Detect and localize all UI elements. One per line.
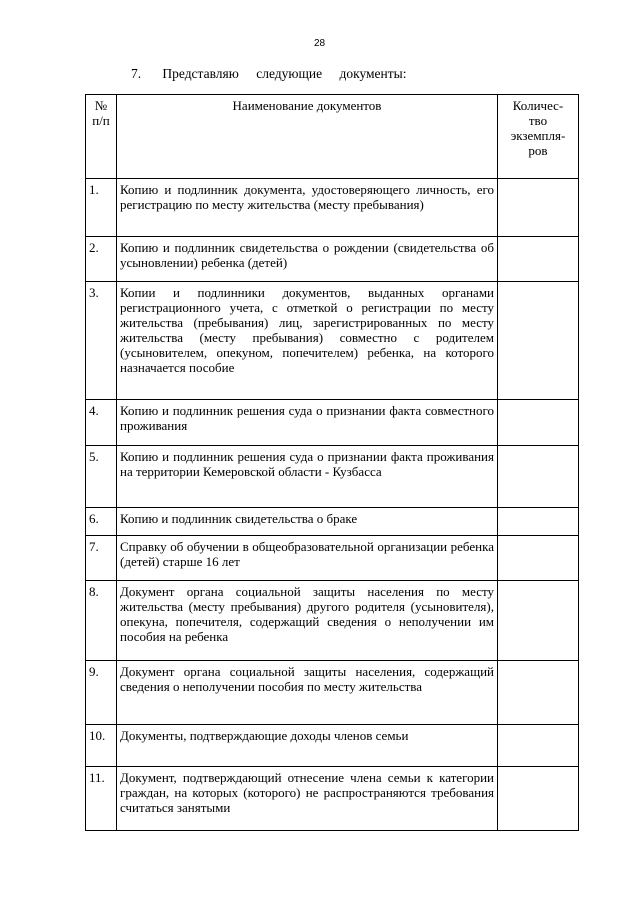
row-quantity-cell[interactable] bbox=[498, 508, 579, 536]
row-document-name: Справку об обучении в общеобразовательной организации ребенка (детей) старше 16 лет bbox=[117, 536, 498, 581]
row-quantity-cell[interactable] bbox=[498, 661, 579, 725]
header-number bbox=[86, 95, 117, 179]
row-number: 9. bbox=[86, 661, 117, 725]
intro-line bbox=[131, 66, 421, 82]
row-quantity-cell[interactable] bbox=[498, 282, 579, 400]
row-quantity-cell[interactable] bbox=[498, 581, 579, 661]
table-row bbox=[86, 508, 579, 536]
row-number: 8. bbox=[86, 581, 117, 661]
header-number-line: № bbox=[94, 98, 108, 113]
intro-number: 7. bbox=[131, 66, 142, 81]
row-document-name: Копию и подлинник свидетельства о рождении (свидетельства об усыновлении) ребенка (детей) bbox=[117, 237, 498, 282]
row-number: 4. bbox=[86, 400, 117, 446]
row-number: 10. bbox=[86, 725, 117, 767]
row-document-name: Документы, подтверждающие доходы членов семьи bbox=[117, 725, 498, 767]
header-quantity-line: Количес- bbox=[512, 98, 564, 113]
row-document-name: Копию и подлинник свидетельства о браке bbox=[117, 508, 498, 536]
row-document-name: Документ органа социальной защиты населения по месту жительства (месту пребывания) другого родителя (усыновителя), опекуна, попечителя, содержащий сведения о неполучении им пособия на ребенка bbox=[117, 581, 498, 661]
row-number: 1. bbox=[86, 179, 117, 237]
row-number: 11. bbox=[86, 767, 117, 831]
row-quantity-cell[interactable] bbox=[498, 179, 579, 237]
row-number: 3. bbox=[86, 282, 117, 400]
table-row bbox=[86, 446, 579, 508]
intro-word: документы: bbox=[339, 66, 407, 81]
row-document-name: Копии и подлинники документов, выданных органами регистрационного учета, с отметкой о регистрации по месту жительства (пребывания) лиц, зарегистрированных по месту жительства (месту пребывания) совместно с родителем (усыновителем, опекуном, попечителем) ребенка, на которого назначается пособие bbox=[117, 282, 498, 400]
table-row bbox=[86, 536, 579, 581]
row-quantity-cell[interactable] bbox=[498, 446, 579, 508]
table-row bbox=[86, 661, 579, 725]
header-number-line: п/п bbox=[92, 113, 110, 128]
table-row bbox=[86, 237, 579, 282]
header-quantity-line: ров bbox=[528, 143, 548, 158]
row-quantity-cell[interactable] bbox=[498, 536, 579, 581]
row-document-name: Копию и подлинник документа, удостоверяющего личность, его регистрацию по месту жительства (месту пребывания) bbox=[117, 179, 498, 237]
table-row bbox=[86, 767, 579, 831]
header-quantity-line: тво bbox=[528, 113, 548, 128]
row-quantity-cell[interactable] bbox=[498, 237, 579, 282]
row-quantity-cell[interactable] bbox=[498, 400, 579, 446]
table-row bbox=[86, 282, 579, 400]
row-number: 7. bbox=[86, 536, 117, 581]
row-document-name: Документ, подтверждающий отнесение члена семьи к категории граждан, на которых (которого) не распространяются требования считаться занятыми bbox=[117, 767, 498, 831]
table-row bbox=[86, 179, 579, 237]
table-row bbox=[86, 725, 579, 767]
row-document-name: Документ органа социальной защиты населения, содержащий сведения о неполучении пособия по месту жительства bbox=[117, 661, 498, 725]
row-number: 6. bbox=[86, 508, 117, 536]
documents-table bbox=[85, 94, 579, 831]
header-quantity-line: экземпля- bbox=[510, 128, 566, 143]
row-document-name: Копию и подлинник решения суда о признании факта совместного проживания bbox=[117, 400, 498, 446]
header-quantity bbox=[498, 95, 579, 179]
row-number: 2. bbox=[86, 237, 117, 282]
table-header-row bbox=[86, 95, 579, 179]
row-quantity-cell[interactable] bbox=[498, 725, 579, 767]
row-number: 5. bbox=[86, 446, 117, 508]
row-quantity-cell[interactable] bbox=[498, 767, 579, 831]
row-document-name: Копию и подлинник решения суда о признании факта проживания на территории Кемеровской области - Кузбасса bbox=[117, 446, 498, 508]
intro-word: Представляю bbox=[162, 66, 239, 81]
table-row bbox=[86, 400, 579, 446]
table-row bbox=[86, 581, 579, 661]
header-document-name: Наименование документов bbox=[117, 95, 498, 179]
page-number: 28 bbox=[313, 38, 326, 49]
intro-word: следующие bbox=[256, 66, 323, 81]
